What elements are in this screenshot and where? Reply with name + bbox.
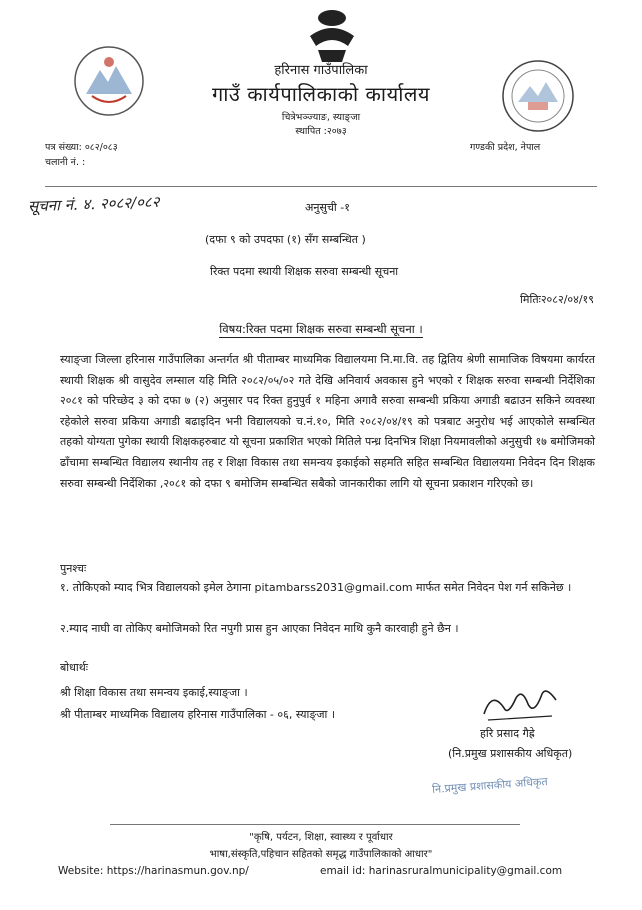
footer-slogan-line1: "कृषि, पर्यटन, शिक्षा, स्वास्थ्य र पूर्वाधार bbox=[249, 832, 393, 843]
office-address: चित्रेभञ्ज्याङ, स्याङ्जा bbox=[281, 112, 361, 123]
handwritten-notice-number: सूचना नं. ४. २०८२/०८२ bbox=[27, 192, 160, 216]
postscript-label: पुनश्चः bbox=[60, 562, 87, 575]
signatory-name: हरि प्रसाद गैह्रे bbox=[480, 727, 535, 740]
municipality-name: हरिनास गाउँपालिका bbox=[274, 63, 368, 78]
footer-slogan-line2: भाषा,संस्कृति,पहिचान सहितको समृद्ध गाउँपालिकाको आधार" bbox=[209, 849, 433, 860]
notice-date: मितिः२०८२/०४/१९ bbox=[520, 293, 594, 306]
dispatch-number: चलानी नं. : bbox=[45, 157, 86, 168]
established-year: स्थापित :२०७३ bbox=[295, 126, 347, 137]
subject-line bbox=[0, 322, 642, 337]
footer-divider bbox=[110, 824, 520, 825]
notice-body: स्याङ्जा जिल्ला हरिनास गाउँपालिका अन्तर्गत श्री पीताम्बर माध्यमिक विद्यालयमा नि.मा.वि. तह द्वितिय श्रेणी सामाजिक विषयमा कार्यरत स्थायी शिक्षक श्री वासुदेव लम्साल यहि मिति २०८२/०५/०२ गते देखि अनिवार्य अवकास हुने भएको र शिक्षक सरुवा सम्बन्धी निर्देशिका २०८१ को परिच्छेद ३ को दफा ७ (२) अनुसार पद रिक्त हुनुपुर्व १ महिना अगावै सरुवा सम्बन्धी प्रकिया अगाडी बढाउन सकिने व्यवस्था रहेकोले सरुवा प्रकिया अगाडी बढाइदिन भनी विद्यालयको च.नं.१०, मिति २०८२/०४/१९ को पत्रबाट अनुरोध भई आएकोले सम्बन्धित तहको योग्यता पुगेका स्थायी शिक्षकहरुबाट यो सूचना प्रकाशित भएको मितिले पन्ध्र दिनभित्र शिक्षा नियमावलीको अनुसुची १७ बमोजिमको ढाँचामा सम्बन्धित विद्यालय स्थानीय तह र शिक्षा विकास तथा समन्वय इकाईको सहमति सहित सम्बन्धित विद्यालयमा निवेदन दिन शिक्षक सरुवा सम्बन्धी निर्देशिका ,२०८१ को दफा ९ बमोजिम सम्बन्धित सबैको जानकारीका लागि यो सूचना प्रकाशन गरिएको छ। bbox=[60, 353, 595, 490]
clause-reference: (दफा ९ को उपदफा (१) सँग सम्बन्धित ) bbox=[205, 233, 366, 246]
annex-label: अनुसुची -१ bbox=[305, 201, 350, 214]
footer-website: Website: https://harinasmun.gov.np/ bbox=[58, 865, 249, 877]
header-divider bbox=[45, 186, 597, 187]
cc-label: बोधार्थः bbox=[60, 661, 88, 674]
footer-email: email id: harinasruralmunicipality@gmail.com bbox=[320, 865, 563, 877]
signature-icon bbox=[478, 680, 562, 726]
cc-recipient: श्री शिक्षा विकास तथा समन्वय इकाई,स्याङ्जा । bbox=[60, 686, 248, 699]
postscript-point: १. तोकिएको म्याद भित्र विद्यालयको इमेल ठेगाना pitambarss2031@gmail.com मार्फत समेत निवेदन पेश गर्न सकिनेछ । bbox=[60, 581, 572, 594]
office-name: गाउँ कार्यपालिकाको कार्यालय bbox=[211, 82, 431, 106]
notice-title: रिक्त पदमा स्थायी शिक्षक सरुवा सम्बन्धी सूचना bbox=[210, 265, 399, 278]
reference-number: पत्र संख्या: ०८२/०८३ bbox=[45, 142, 118, 153]
municipality-logo-icon bbox=[290, 6, 374, 64]
province-label: गण्डकी प्रदेश, नेपाल bbox=[470, 142, 541, 153]
cc-recipient: श्री पीताम्बर माध्यमिक विद्यालय हरिनास गाउँपालिका - ०६, स्याङ्जा । bbox=[60, 708, 336, 721]
official-stamp: नि.प्रमुख प्रशासकीय अधिकृत bbox=[431, 774, 549, 797]
signatory-title: (नि.प्रमुख प्रशासकीय अधिकृत) bbox=[448, 747, 573, 760]
postscript-point: २.म्याद नाघी वा तोकिए बमोजिमको रित नपुगी प्रास हुन आएका निवेदन माथि कुनै कारवाही हुने छैन । bbox=[60, 622, 459, 635]
subject-text: विषय:रिक्त पदमा शिक्षक सरुवा सम्बन्धी सूचना । bbox=[219, 322, 423, 336]
